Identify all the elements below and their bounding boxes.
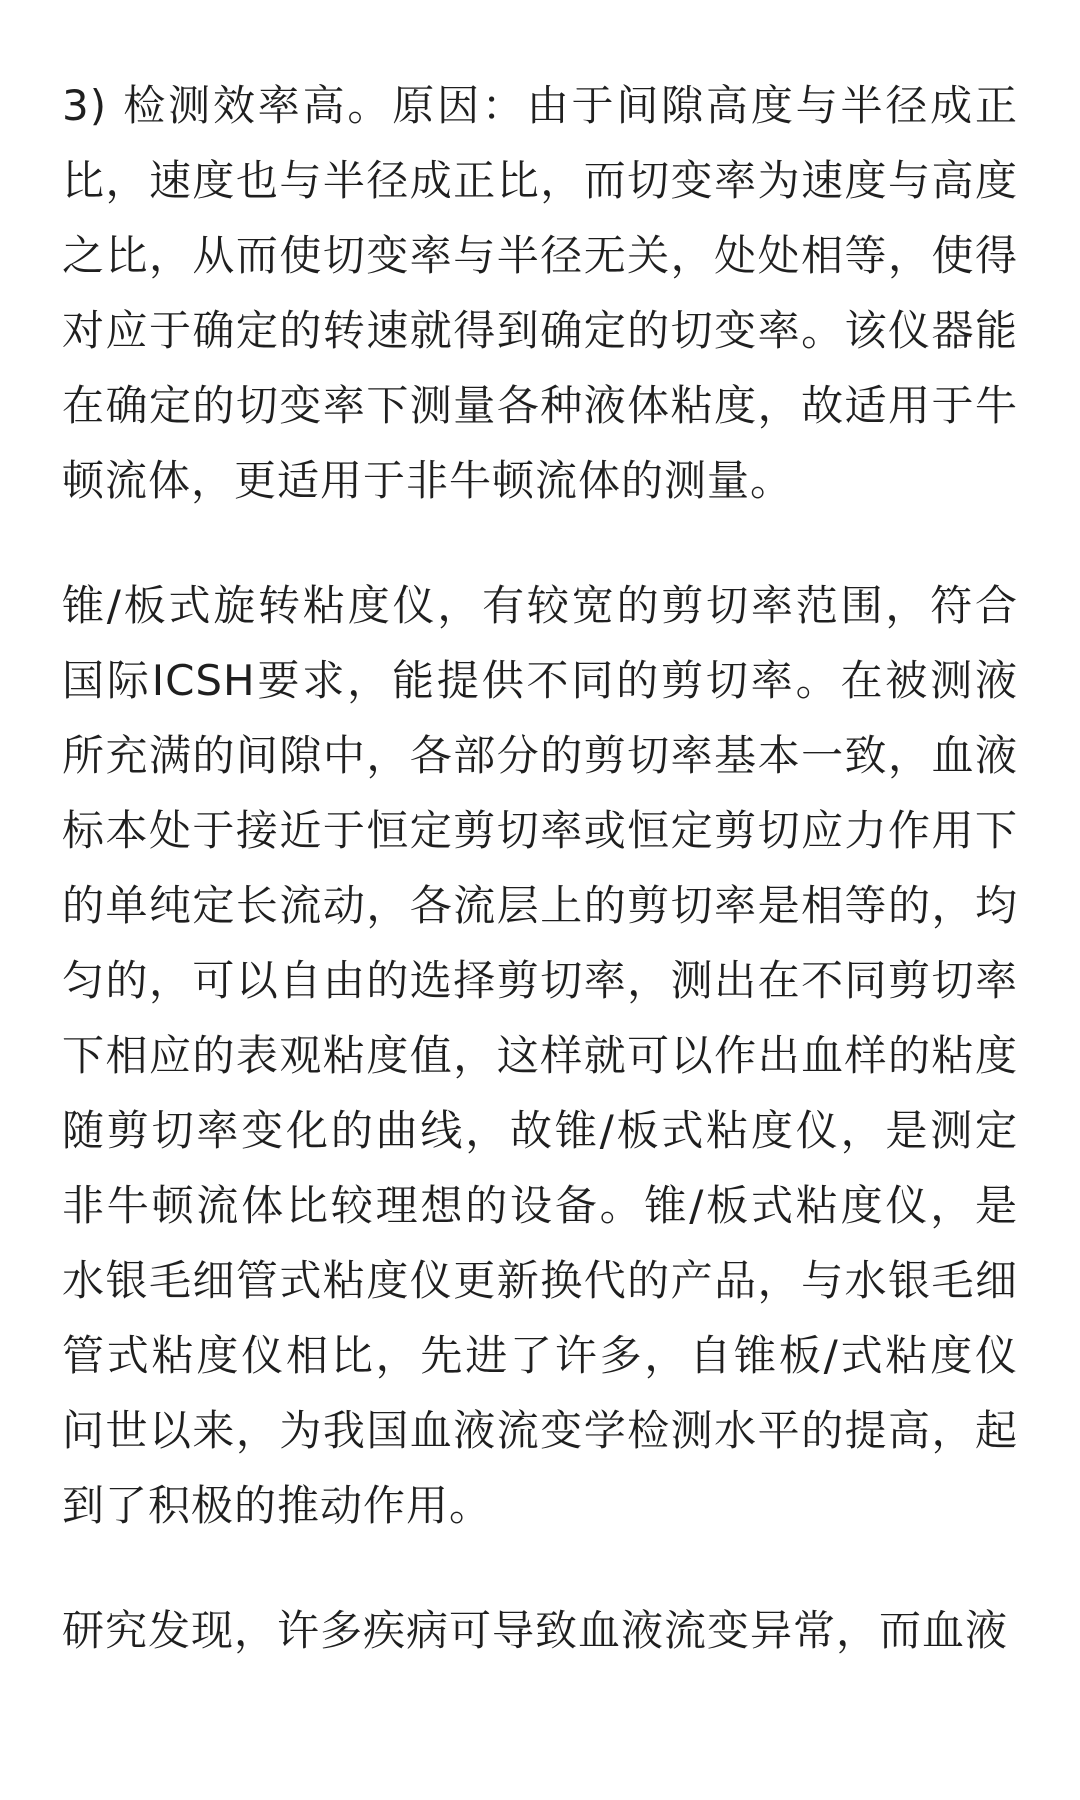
paragraph-cone-plate-viscometer: 锥/板式旋转粘度仪，有较宽的剪切率范围，符合国际ICSH要求，能提供不同的剪切率。在被测液所充满的间隙中，各部分的剪切率基本一致，血液标本处于接近于恒定剪切率或恒定剪切应力作用下的单纯定长流动，各流层上的剪切率是相等的，均匀的，可以自由的选择剪切率，测出在不同剪切率下相应的表观粘度值，这样就可以作出血样的粘度随剪切率变化的曲线，故锥/板式粘度仪，是测定非牛顿流体比较理想的设备。锥/板式粘度仪，是水银毛细管式粘度仪更新换代的产品，与水银毛细管式粘度仪相比，先进了许多，自锥板/式粘度仪问世以来，为我国血液流变学检测水平的提高，起到了积极的推动作用。 (62, 581, 1018, 1530)
paragraph-detection-efficiency: 3) 检测效率高。原因：由于间隙高度与半径成正比，速度也与半径成正比，而切变率为速度与高度之比，从而使切变率与半径无关，处处相等，使得对应于确定的转速就得到确定的切变率。该仪器能在确定的切变率下测量各种液体粘度，故适用于牛顿流体，更适用于非牛顿流体的测量。 (62, 81, 1018, 505)
paragraph-research-findings: 研究发现，许多疾病可导致血液流变异常，而血液 (62, 1606, 1009, 1655)
